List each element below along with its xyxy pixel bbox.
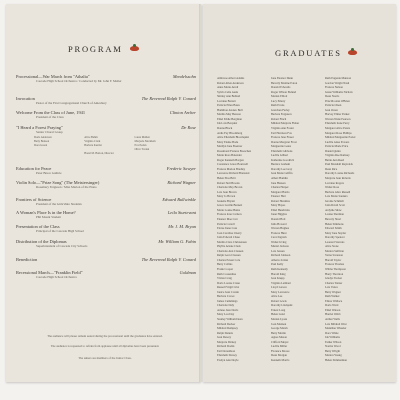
graduate-name: Dean Rice (325, 166, 338, 171)
choir-member: Barbara Kestler (84, 144, 102, 147)
graduate-name: Alberta Jordan (271, 257, 289, 262)
program-item-subtitle: President of the Girls'shire Students (36, 202, 82, 206)
program-entry (16, 74, 196, 83)
graduate-name: Jane Hansen (271, 180, 286, 185)
graduate-name: Ida Lola Berquist (217, 121, 238, 126)
graduate-name: Frank Cooper (217, 266, 233, 271)
graduate-name: Gordon Wright Nash (325, 80, 350, 85)
graduate-name: Anna Marie Arndt (217, 85, 239, 90)
graduate-name: Bettie Ann Reed (325, 157, 345, 162)
program-item-performer: Edward Bullwinkle (162, 197, 196, 202)
graduate-name: Mary Hayes (271, 203, 286, 208)
graduate-name: Marie Louise Burns (217, 207, 241, 212)
graduate-name: Ralph Dennis (217, 330, 233, 335)
graduate-name: Gretchen Farley (271, 107, 290, 112)
graduate-name: Kenneth Morris (271, 357, 290, 362)
graduate-name: Lois Mildred West (325, 321, 347, 326)
choir-member: Marjorie Mecklem (134, 140, 156, 143)
graduate-name: Charlotte Ann Clausen (217, 248, 244, 253)
program-item-performer: Mendelssohn (172, 74, 196, 79)
graduate-name: Ambrose Albert Adams (217, 76, 245, 80)
graduate-name: Barbara Crowe (217, 294, 235, 299)
graduate-name: Charlotte Daly (217, 303, 235, 308)
program-item-title: Benediction (16, 257, 38, 262)
graduate-name: Eleanor Mae Carr (217, 216, 238, 221)
program-entry (16, 110, 196, 119)
graduate-name: Lucille Anne Powers (325, 139, 350, 144)
graduate-name: Paul Marshall Reynolds (325, 162, 353, 167)
program-entry (16, 197, 196, 206)
program-item-performer: Goldman (179, 270, 196, 275)
graduate-name: Esther Wilson (325, 339, 342, 344)
graduate-name: Robert Hawkins (271, 198, 290, 203)
graduate-name: Ardythe Shaw (325, 207, 342, 212)
program-item-title: Invocation (16, 96, 35, 101)
graduate-name: Paul Kelly (271, 262, 284, 267)
graduate-name: Earl Donaldson (217, 348, 236, 353)
graduate-name: Robert Finch (271, 116, 287, 121)
graduate-name: Janice Jean Cronin (217, 289, 239, 294)
graduate-name: Frances Thomas (325, 262, 344, 267)
graduate-name: Patricia Marie Price (325, 144, 349, 149)
program-item-title: "I Heard a Forest Praying" (16, 125, 63, 130)
graduate-name: Patricia Carroll (217, 221, 235, 226)
program-item-title: Distribution of the Diplomas (16, 239, 67, 244)
graduate-name: Joan Caroline Cherry (217, 230, 242, 235)
graduate-name: Harold Taylor (325, 257, 342, 262)
graduate-name: Phyllis Arlene Clark (217, 244, 241, 249)
graduate-name: Charles Harper (271, 185, 289, 190)
graduate-name: Jean Knapp (271, 276, 285, 281)
graduate-name: Ardis Fay Bloomberg (217, 130, 243, 135)
graduate-name: Florence Moore (271, 348, 290, 353)
choir-member: Laura Mullen (134, 136, 150, 139)
program-spread (6, 4, 396, 382)
graduate-name: Rosamond Frances Boeschen (217, 148, 252, 153)
graduate-name: Mary Jo Brown (217, 194, 236, 199)
program-item-subtitle: Rosemary Ferguson / Miss Marion of the Piano (36, 185, 97, 189)
graduate-name: Joan Madsen (271, 321, 287, 326)
graduate-name: Robert Lewis (271, 298, 287, 303)
graduate-name: Betty Wright (325, 348, 341, 353)
graduate-name: Doris Lorene Crane (217, 280, 240, 285)
graduate-name: Dean Morgan (271, 353, 287, 358)
program-entry (16, 166, 196, 175)
program-item-subtitle: Peter Bruce Guthrie (36, 171, 62, 175)
graduate-name: Elizabeth Dorsey (217, 353, 237, 358)
graduate-name: Lorraine Rogers (325, 180, 344, 185)
graduate-name: Frances Nelson (325, 85, 343, 90)
graduate-name: Ernest Long (271, 307, 286, 312)
choral-group-members (34, 136, 184, 156)
graduate-name: Alice Stone (325, 244, 339, 249)
graduate-name: Ethel Hendricks (271, 207, 290, 212)
graduate-name: Louise Sherman (325, 212, 344, 217)
graduate-name: Charles Turner (325, 280, 343, 285)
processional-note: The audience will please remain seated during the processional until the graduates have entered. (47, 334, 163, 338)
graduate-name: Ruth Walker (325, 294, 340, 299)
graduate-name: Helen Zimmerman (325, 357, 347, 362)
graduate-name: Richard Johnson (271, 253, 291, 258)
graduate-name: Frances Hunt (271, 230, 287, 235)
graduate-name: Lois Jensen (271, 248, 285, 253)
graduate-name: Beverly Short (325, 216, 342, 221)
graduate-name: Sylvia Celia Aude (217, 89, 239, 94)
graduate-name: Norma Wood (325, 344, 341, 349)
graduates-column-1 (217, 76, 269, 362)
program-item-subtitle: Senior Choral Group (36, 130, 63, 134)
choir-row (34, 152, 184, 156)
graduate-name: Walter Ross (325, 185, 339, 190)
program-item-performer: De Rose (181, 125, 196, 130)
graduate-name: Richard Dodds (217, 344, 235, 349)
graduate-name: Clifford Meyer (271, 339, 289, 344)
graduate-name: Dora White (325, 330, 339, 335)
graduate-name: Betty Martin (271, 330, 286, 335)
graduate-name: Lucille Miller (271, 344, 288, 349)
program-item-title: Presentation of the Class (16, 224, 60, 229)
program-entry (16, 224, 196, 233)
graduate-name: Jean Owen (325, 107, 338, 112)
program-item-title: Welcome From the Class of June, 1941 (16, 110, 86, 115)
graduate-name: Frances Ione Carlson (217, 212, 242, 217)
graduate-name: Marie Rosa Bolender (217, 153, 242, 158)
graduate-name: Donna Margaret Frost (271, 139, 297, 144)
program-item-performer: The Reverend Ralph V. Conard (141, 96, 196, 101)
flower-ornament-icon (130, 46, 139, 51)
program-item-subtitle: Phil Mount Student (36, 215, 61, 219)
choir-member: Olive Tveian (134, 148, 150, 151)
choir-member: Betty Benson (34, 140, 50, 143)
program-item-performer: Mr. William G. Fabin (158, 239, 196, 244)
graduate-name: Marion Sullivan (325, 248, 344, 253)
graduate-name: Roger Kenneth Borgen (217, 157, 244, 162)
program-item-performer: Leila Sturtevant (167, 210, 196, 215)
graduate-name: Jean Dewey (217, 335, 232, 340)
program-item-subtitle: President of the Class (36, 115, 64, 119)
program-item-title: Frontiers of Science (16, 197, 52, 202)
graduate-name: Constance Grace Boutwell (217, 162, 248, 167)
graduate-name: Barbara Ferguson (271, 112, 292, 117)
graduate-name: Lawrence Richard Branstad (217, 171, 250, 176)
graduate-name: Walter Irving (271, 239, 287, 244)
graduate-name: Beverly Maxine Eaton (271, 80, 298, 85)
graduate-name: Elinor Wallace (325, 298, 343, 303)
graduate-name: Earl Harrison Fox (271, 130, 292, 135)
graduate-name: Ione Eleanor Dunn (271, 76, 293, 80)
program-item-title: Recessional March—"Franklin Field" (16, 270, 83, 275)
graduate-name: Mary Jane Snyder (325, 230, 347, 235)
graduate-name: Harry Thornton (325, 271, 344, 276)
graduate-name: Albert Hamlin (271, 176, 288, 181)
graduate-name: Lloyd Larson (271, 285, 287, 290)
choir-member: Virginia Clark (84, 140, 101, 143)
graduate-name: Russell Virgil Crist (217, 285, 240, 290)
graduate-name: James Cummings (217, 298, 238, 303)
graduate-name: Elizabeth Irene Perry (325, 121, 350, 126)
graduate-name: Ethel Watson (325, 307, 341, 312)
graduate-name: Charlotte May Brown (217, 185, 243, 190)
graduate-name: Madeline Wheeler (325, 326, 347, 331)
graduate-name: Donna Black (217, 126, 233, 131)
graduate-name: Muriel Jackson (271, 244, 289, 249)
graduate-name: Harold King (271, 271, 286, 276)
graduate-name: Marian Elliott (271, 94, 288, 99)
graduate-name: Jessie Williams Nichols (325, 89, 353, 94)
program-item-title: Processional—War March from "Athalia" (16, 74, 90, 79)
graduate-name: Martha Clara Christensen (217, 239, 247, 244)
graduate-name: Ruth Cossentine (217, 271, 237, 276)
program-entry (16, 239, 196, 248)
graduate-name: Marilyn Jane Boerner (217, 144, 243, 149)
graduate-name: Lorraine Barrett (217, 98, 236, 103)
graduate-name: Evelyn Ann Doyle (217, 357, 239, 362)
graduate-name: Patricia Olsen (325, 103, 342, 108)
graduate-name: Jerome Schmidt (325, 198, 344, 203)
graduate-name: Marian Lyons (271, 316, 288, 321)
program-item-subtitle: Cascade High School Orchestra (36, 275, 77, 279)
graduate-name: Hamilton Alonzo Bell (217, 107, 243, 112)
program-heading: PROGRAM (68, 44, 123, 54)
graduate-name: Helen Elsa Britt (217, 176, 236, 181)
graduate-name: Robert Allen Anderson (217, 80, 244, 85)
graduate-name: Mildred Marjorie Fisher (271, 121, 300, 126)
graduate-name: John David Scott (325, 203, 345, 208)
choir-member: Eva Peden (134, 144, 147, 147)
program-entry (16, 270, 196, 279)
graduate-name: Verna Swanson (325, 253, 343, 258)
choir-member: Alice Bahm (84, 136, 98, 139)
program-item-performer: Frederic Sawyer (166, 166, 196, 171)
graduate-name: Helen Lund (271, 312, 285, 317)
graduate-name: Wilma Thompson (325, 266, 346, 271)
graduate-name: Patricia Ellen Bates (217, 103, 240, 108)
graduate-name: Priscilla Ann O'Brien (325, 98, 350, 103)
graduate-name: Margaret Rose Phillips (325, 130, 352, 135)
graduate-name: Warren Hughes (271, 226, 289, 231)
graduate-name: Dorothy Lee Gray (271, 166, 293, 171)
graduate-name: Frances Marion Bradley (217, 166, 246, 171)
graduate-name: Marion Young (325, 353, 342, 358)
graduate-name: Virginia Lambert (271, 280, 291, 285)
program-item-title: A Woman's Place Is in the Home? (16, 210, 76, 215)
graduate-name: Frances Jane Fraser (271, 135, 294, 140)
graduate-name: Betty Collins (217, 262, 233, 267)
program-item-performer: Mr. J. M. Bryan (168, 224, 196, 229)
graduate-name: Julia Howard (271, 221, 287, 226)
graduate-name: John Edward Chase (217, 235, 240, 240)
graduate-name: Ruth Evans (271, 103, 285, 108)
graduate-name: Marguerite Gates (271, 144, 292, 149)
choir-member (34, 152, 84, 156)
graduate-name: Dorothy Spencer (325, 235, 345, 240)
program-item-subtitle: Superintendent of Cascade City Schools (36, 244, 88, 248)
graduate-name: Mildred Dempsey (217, 326, 238, 331)
program-entry (16, 257, 196, 262)
graduate-name: Bernice Graham (271, 162, 291, 167)
graduate-name: Jean Marie Griffin (271, 171, 293, 176)
graduate-name: Lois Vance (325, 285, 338, 290)
graduate-name: Ralph Leon Clausen (217, 253, 241, 258)
graduate-name: Marjorie Jean Roberts (325, 176, 351, 181)
graduate-name: Elizabeth Gibbons (271, 148, 293, 153)
graduate-name: Daniel Quinn (325, 148, 341, 153)
choir-member: Dora Green (34, 144, 48, 147)
graduate-name: Dean Norris (325, 94, 340, 99)
program-item-title: Education for Peace (16, 166, 52, 171)
choir-member (135, 152, 185, 156)
graduate-name: Marjorie Dickey (217, 339, 237, 344)
graduate-name: Agnes Mason (271, 335, 287, 340)
graduate-name: Virginia Ann Foster (271, 126, 294, 131)
graduate-name: Robert Neil Brooks (217, 180, 240, 185)
graduate-name: Dorothy Louise Richards (325, 171, 355, 176)
graduate-name: Virginia Rae Ramsey (325, 153, 350, 158)
graduate-name: Edward Smith (325, 226, 342, 231)
graduate-name: Margaret Harris (271, 189, 290, 194)
graduates-column-3 (325, 76, 377, 362)
graduate-name: Stanley William Dean (217, 316, 243, 321)
graduate-name: Lois Jean Brown (217, 189, 237, 194)
choir-member: Hazel M. Burton, Director (84, 152, 114, 155)
program-item-title: Violin Solo—"Prize Song" (The Meistersinger) (16, 180, 100, 185)
graduate-name: Ruth Kennedy (271, 266, 288, 271)
graduate-name: Martha May Benson (217, 112, 241, 117)
graduate-name: Jeanette Bryant (217, 198, 235, 203)
program-item-subtitle: Cascade High School Orchestra / Conducted by Mr. John F. Moller (36, 79, 122, 83)
graduate-name: Richard Decker (217, 321, 236, 326)
graduates-column-2 (271, 76, 323, 362)
graduate-name: Alice Elizabeth Bloomquist (217, 135, 250, 140)
graduate-name: Alice Lee (271, 294, 283, 299)
graduate-name: Eleanor Hart (271, 194, 286, 199)
graduate-name: Donald Edwards (271, 85, 291, 90)
graduate-name: Harvey Elmer Parker (325, 112, 350, 117)
graduate-name: Mary Lou Day (217, 312, 235, 317)
program-entry (16, 210, 196, 219)
graduate-name: Katherine Goodrich (271, 157, 295, 162)
graduate-name: Doris Ward (325, 303, 339, 308)
graduate-name: Dorothy Lindquist (271, 303, 293, 308)
choir-member: Doris Anderson (34, 136, 52, 139)
graduate-name: Mary Lawrence (271, 289, 290, 294)
graduate-name: Gladys Tucker (325, 276, 342, 281)
program-page (6, 4, 201, 382)
graduate-name: Vivian Craig (217, 276, 232, 281)
graduate-name: Charles Ernest Cole (217, 257, 241, 262)
program-entry (16, 96, 196, 105)
graduate-name: Ida Williams (325, 335, 340, 340)
graduate-name: Mildred Marguerite Porter (325, 135, 356, 140)
program-item-performer: The Reverend Ralph V. Conard (141, 257, 196, 262)
applause-note: The audience is requested to refrain from applause until all diplomas have been presented. (50, 344, 160, 348)
graduate-name: Harriet Webb (325, 312, 341, 317)
graduate-name: Donald Holt (271, 216, 286, 221)
graduate-name: Lois Marie Sanders (325, 194, 348, 199)
graduate-name: Lucille Gilbert (271, 153, 289, 158)
graduates-page (203, 4, 396, 382)
graduate-name: Helen Simmons (325, 221, 344, 226)
graduate-name: Carol Ingram (271, 235, 287, 240)
graduate-name: Leonard Stevens (325, 239, 345, 244)
graduate-name: Mary Elaine Bode (217, 139, 239, 144)
graduate-name: Shirley Ann Ballard (217, 94, 241, 99)
program-item-performer: Clinton Archer (169, 110, 196, 115)
graduate-name: Janet Higgins (271, 212, 287, 217)
program-entry (16, 180, 196, 189)
graduate-name: Ethel Eddie Bergman (217, 116, 242, 121)
graduate-name: Warren Wade Pearson (325, 116, 351, 121)
graduate-name: Ruth Eugenia Munson (325, 76, 352, 80)
graduate-name: Arlene Jean Davis (217, 307, 239, 312)
graduate-name: Betty Wagner (325, 289, 341, 294)
program-item-performer: Richard Wagner (167, 180, 196, 185)
program-entry (16, 125, 196, 134)
graduates-heading: GRADUATES (275, 48, 342, 58)
graduate-name: Eloise Irene Cass (217, 226, 238, 231)
graduate-name: Lucy Emery (271, 98, 286, 103)
graduate-name: Arthur Wells (325, 316, 340, 321)
graduate-name: George Marsh (271, 326, 288, 331)
flower-ornament-icon (348, 50, 357, 55)
graduate-name: Roger Wilson Eklund (271, 89, 297, 94)
graduate-name: Margaret Alice Peters (325, 126, 351, 131)
graduate-name: Grace Lucille Burnett (217, 203, 243, 208)
program-item-subtitle: Principal of the Cascade High School (36, 229, 84, 233)
program-item-subtitle: Pastor of the First Congregational Church of Amesbury (36, 101, 107, 105)
graduate-name: Barbara Alice Russell (325, 189, 351, 194)
ushers-note: The ushers are members of the Junior Class. (78, 356, 132, 360)
